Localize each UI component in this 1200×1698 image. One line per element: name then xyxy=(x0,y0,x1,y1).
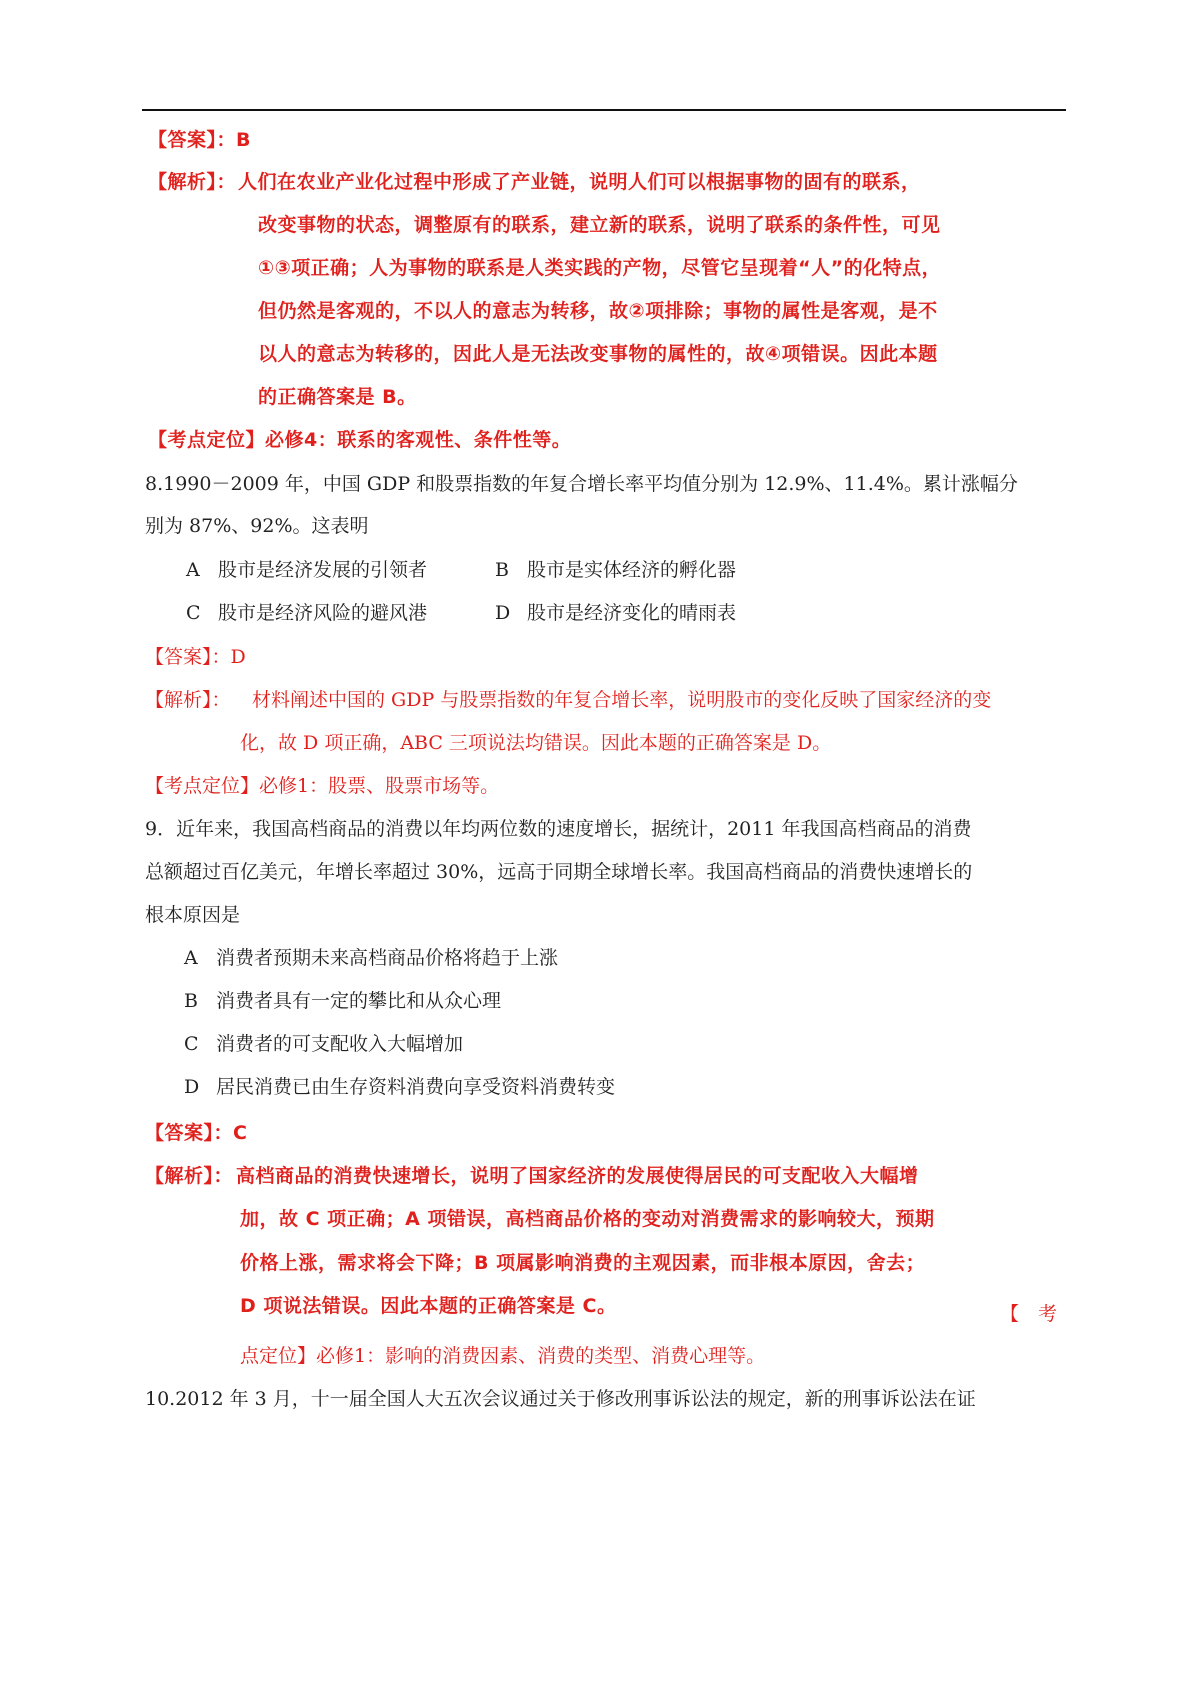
q8-option-b xyxy=(495,558,736,582)
kaodian-8 xyxy=(145,774,499,798)
analysis-8-line-2: 化，故 D 项正确，ABC 三项说法均错误。因此本题的正确答案是 D。 xyxy=(240,732,832,754)
analysis-9-line-2: 加，故 C 项正确；A 项错误，高档商品价格的变动对消费需求的影响较大，预期 xyxy=(240,1208,935,1230)
q9-stem-line-2: 总额超过百亿美元，年增长率超过 30%，远高于同期全球增长率。我国高档商品的消费快速增长的 xyxy=(145,861,973,883)
kaodian-9-label-part-a: 【 考 xyxy=(1000,1303,1058,1325)
q9-option-c xyxy=(184,1032,463,1056)
answer-7 xyxy=(148,128,251,152)
option-text: 消费者的可支配收入大幅增加 xyxy=(216,1033,464,1055)
kaodian-9 xyxy=(240,1344,765,1368)
kaodian-label: 点定位】 xyxy=(240,1345,317,1367)
answer-value: D xyxy=(230,646,246,668)
option-letter: D xyxy=(495,602,511,624)
q8-stem-line-2: 别为 87%、92%。这表明 xyxy=(145,515,369,537)
q8-option-d xyxy=(495,601,736,625)
option-letter: B xyxy=(495,559,509,581)
option-letter: C xyxy=(184,1033,199,1055)
q9-option-d xyxy=(184,1075,615,1099)
kaodian-label: 【考点定位】 xyxy=(148,429,266,451)
analysis-9-line-3: 价格上涨，需求将会下降；B 项属影响消费的主观因素，而非根本原因，舍去； xyxy=(240,1252,926,1274)
option-text: 股市是经济变化的晴雨表 xyxy=(527,602,737,624)
option-text: 股市是实体经济的孵化器 xyxy=(527,559,737,581)
option-text: 居民消费已由生存资料消费向享受资料消费转变 xyxy=(216,1076,616,1098)
answer-value: B xyxy=(236,129,251,151)
analysis-8-label: 【解析】： xyxy=(145,689,231,711)
answer-label: 【答案】： xyxy=(145,1122,234,1144)
answer-9 xyxy=(145,1121,247,1145)
answer-label: 【答案】： xyxy=(145,646,231,668)
kaodian-text: 必修1：股票、股票市场等。 xyxy=(259,775,500,797)
kaodian-text: 必修4：联系的客观性、条件性等。 xyxy=(265,429,572,451)
q9-stem-line-1: 9．近年来，我国高档商品的消费以年均两位数的速度增长，据统计，2011 年我国高档商品的消费 xyxy=(145,818,972,840)
option-letter: C xyxy=(186,602,201,624)
analysis-7-label: 【解析】： xyxy=(148,171,237,193)
kaodian-text: 必修1：影响的消费因素、消费的类型、消费心理等。 xyxy=(316,1345,766,1367)
option-letter: A xyxy=(184,947,198,969)
q9-option-b xyxy=(184,989,501,1013)
analysis-9-label: 【解析】： xyxy=(145,1165,234,1187)
analysis-7-line-5: 以人的意志为转移的，因此人是无法改变事物的属性的，故④项错误。因此本题 xyxy=(258,343,938,365)
q8-option-c xyxy=(186,601,427,625)
analysis-7-line-3: ①③项正确；人为事物的联系是人类实践的产物，尽管它呈现着“人”的化特点， xyxy=(258,257,942,279)
option-letter: A xyxy=(186,559,200,581)
kaodian-7 xyxy=(148,428,571,452)
answer-8 xyxy=(145,645,246,669)
option-letter: D xyxy=(184,1076,200,1098)
kaodian-label: 【考点定位】 xyxy=(145,775,260,797)
analysis-8-line-1: 材料阐述中国的 GDP 与股票指数的年复合增长率，说明股市的变化反映了国家经济的变 xyxy=(252,689,992,711)
q9-stem-line-3: 根本原因是 xyxy=(145,904,241,926)
analysis-7-line-1: 人们在农业产业化过程中形成了产业链，说明人们可以根据事物的固有的联系， xyxy=(238,171,921,193)
option-letter: B xyxy=(184,990,198,1012)
analysis-7-line-4: 但仍然是客观的，不以人的意志为转移，故②项排除；事物的属性是客观，是不 xyxy=(258,300,938,322)
analysis-9-line-4: D 项说法错误。因此本题的正确答案是 C。 xyxy=(240,1295,617,1317)
option-text: 消费者预期未来高档商品价格将趋于上涨 xyxy=(216,947,559,969)
q9-option-a xyxy=(184,946,558,970)
answer-label: 【答案】： xyxy=(148,129,237,151)
option-text: 消费者具有一定的攀比和从众心理 xyxy=(216,990,502,1012)
option-text: 股市是经济风险的避风港 xyxy=(218,602,428,624)
q8-option-a xyxy=(186,558,427,582)
analysis-7-line-6: 的正确答案是 B。 xyxy=(258,386,417,408)
q10-stem-line-1: 10.2012 年 3 月，十一届全国人大五次会议通过关于修改刑事诉讼法的规定，新的刑事诉讼法在证 xyxy=(145,1388,976,1410)
analysis-9-line-1: 高档商品的消费快速增长，说明了国家经济的发展使得居民的可支配收入大幅增 xyxy=(236,1165,919,1187)
option-text: 股市是经济发展的引领者 xyxy=(218,559,428,581)
analysis-7-line-2: 改变事物的状态，调整原有的联系，建立新的联系，说明了联系的条件性，可见 xyxy=(258,214,941,236)
answer-value: C xyxy=(233,1122,248,1144)
q8-stem-line-1: 8.1990－2009 年，中国 GDP 和股票指数的年复合增长率平均值分别为 12.9%、11.4%。累计涨幅分 xyxy=(145,473,1018,495)
header-rule xyxy=(142,109,1066,111)
